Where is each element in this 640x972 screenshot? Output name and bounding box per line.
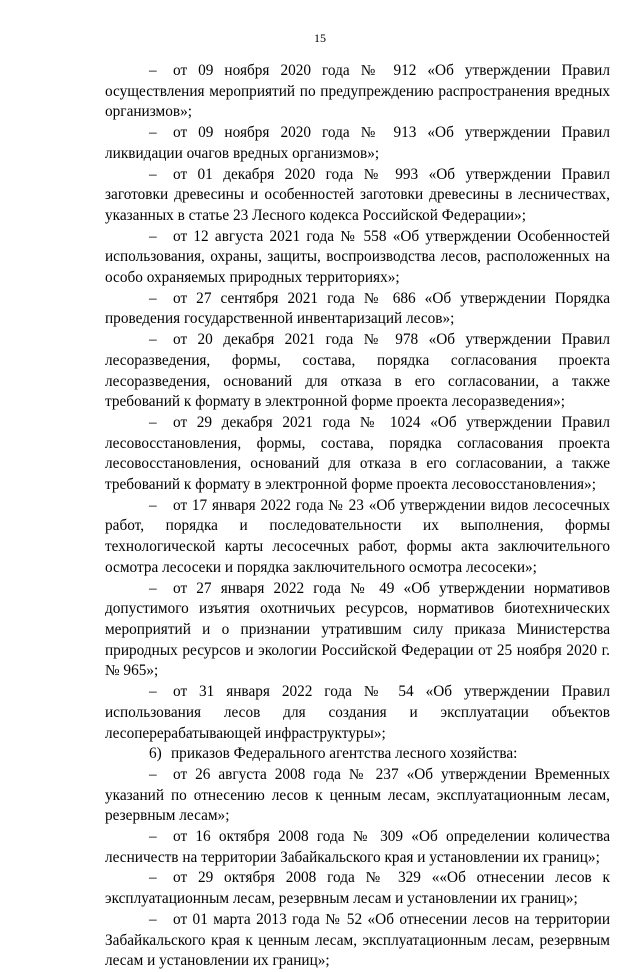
item-marker: 6) [149,745,162,763]
item-text: приказов Федерального агентства лесного хозяйства: [171,745,518,763]
item-marker: – [149,579,157,597]
item-marker: – [149,765,157,783]
item-marker: – [149,413,157,431]
item-marker: – [149,910,157,928]
item-text: от 29 октября 2008 года № 329 ««Об отнесении лесов к эксплуатационным лесам, резервным лесам и установлении их границ»; [105,869,610,908]
list-item [105,227,610,289]
item-text: от 17 января 2022 года № 23 «Об утверждении видов лесосечных работ, порядка и последовательности их выполнения, формы технологической карты лесосечных работ, формы акта заключительного осмотра лесосеки и порядка заключительного осмотра лесосеки»; [105,496,610,576]
item-text: от 27 января 2022 года № 49 «Об утверждении нормативов допустимого изъятия охотничьих ресурсов, нормативов биотехнических мероприятий и о признании утратившим силу приказа Министерства природных ресурсов и экологии Российской Федерации от 25 ноября 2020 г. № 965»; [105,579,610,680]
list-item [105,61,610,123]
list-item [105,827,610,868]
list-item [105,413,610,496]
item-text: от 09 ноября 2020 года № 912 «Об утверждении Правил осуществления мероприятий по предупреждению распространения вредных организмов»; [105,62,610,121]
item-marker: – [149,496,157,514]
item-text: от 20 декабря 2021 года № 978 «Об утверждении Правил лесоразведения, формы, состава, порядка согласования проекта лесоразведения, оснований для отказа в его согласовании, а также требований к формату в электронной форме проекта лесоразведения»; [105,331,610,411]
section-heading [105,744,610,765]
item-text: от 26 августа 2008 года № 237 «Об утверждении Временных указаний по отнесению лесов к ценным лесам, эксплуатационным лесам, резервным лесам»; [105,765,610,825]
list-item [105,289,610,330]
item-text: от 27 сентября 2021 года № 686 «Об утверждении Порядка проведения государственной инвентаризаций лесов»; [105,289,610,328]
item-marker: – [149,683,157,701]
item-marker: – [149,124,157,142]
list-item [105,330,610,413]
item-marker: – [149,62,157,79]
list-item [105,123,610,164]
item-text: от 01 декабря 2020 года № 993 «Об утверждении Правил заготовки древесины и особенностей заготовки древесины в лесничествах, указанных в статье 23 Лесного кодекса Российской Федерации»; [105,165,610,224]
list-item [105,165,610,227]
item-marker: – [149,165,157,183]
list-item [105,579,610,683]
page-number: 15 [314,31,326,45]
item-text: от 12 августа 2021 года № 558 «Об утверждении Особенностей использования, охраны, защиты, воспроизводства лесов, расположенных на особо охраняемых природных территориях»; [105,227,610,287]
item-text: от 29 декабря 2021 года № 1024 «Об утверждении Правил лесовосстановления, формы, состава, порядка согласования проекта лесовосстановления, оснований для отказа в его согласовании, а также требований к формату в электронной форме проекта лесовосстановления»; [105,413,610,494]
item-marker: – [149,828,157,846]
item-text: от 16 октября 2008 года № 309 «Об определении количества лесничеств на территории Забайкальского края и установлении их границ»; [105,828,610,866]
list-item [105,682,610,744]
item-text: от 31 января 2022 года № 54 «Об утверждении Правил использования лесов для создания и эксплуатации объектов лесоперерабатывающей инфраструктуры»; [105,683,610,742]
item-marker: – [149,331,157,349]
list-item [105,496,610,579]
item-marker: – [149,227,157,245]
list-item [105,910,610,972]
list-item [105,765,610,827]
item-marker: – [149,869,157,887]
item-text: от 01 марта 2013 года № 52 «Об отнесении лесов на территории Забайкальского края к ценным лесам, эксплуатационным лесам, резервным лесам и установлении их границ»; [105,910,610,970]
document-body [105,61,610,972]
item-marker: – [149,289,157,307]
item-text: от 09 ноября 2020 года № 913 «Об утверждении Правил ликвидации очагов вредных организмов»; [105,124,610,162]
